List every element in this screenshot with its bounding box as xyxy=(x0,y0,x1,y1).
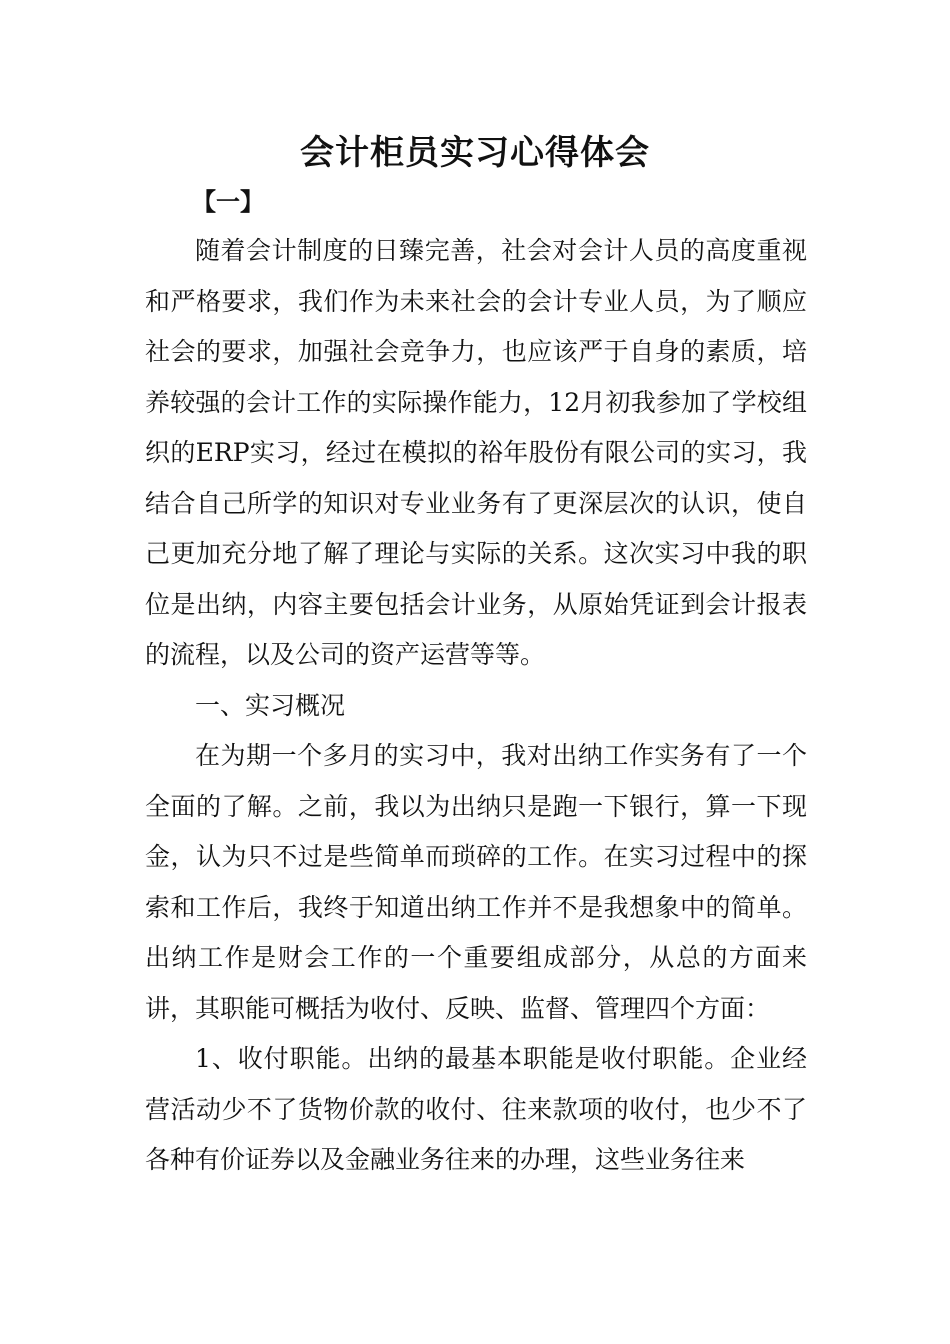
document-body xyxy=(145,226,807,1186)
paragraph-payment-function: 1、收付职能。出纳的最基本职能是收付职能。企业经营活动少不了货物价款的收付、往来款项的收付，也少不了各种有价证券以及金融业务往来的办理，这些业务往来 xyxy=(145,1044,807,1174)
heading-internship-overview: 一、实习概况 xyxy=(195,690,346,720)
section-marker: 【一】 xyxy=(192,188,264,216)
paragraph-overview: 在为期一个多月的实习中，我对出纳工作实务有了一个全面的了解。之前，我以为出纳只是跑一下银行，算一下现金，认为只不过是些简单而琐碎的工作。在实习过程中的探索和工作后，我终于知道出纳工作并不是我想象中的简单。出纳工作是财会工作的一个重要组成部分，从总的方面来讲，其职能可概括为收付、反映、监督、管理四个方面： xyxy=(145,741,807,1023)
paragraph-intro: 随着会计制度的日臻完善，社会对会计人员的高度重视和严格要求，我们作为未来社会的会计专业人员，为了顺应社会的要求，加强社会竞争力，也应该严于自身的素质，培养较强的会计工作的实际操作能力，12月初我参加了学校组织的ERP实习，经过在模拟的裕年股份有限公司的实习，我结合自己所学的知识对专业业务有了更深层次的认识，使自己更加充分地了解了理论与实际的关系。这次实习中我的职位是出纳，内容主要包括会计业务，从原始凭证到会计报表的流程，以及公司的资产运营等等。 xyxy=(145,236,807,669)
document-title: 会计柜员实习心得体会 xyxy=(300,133,650,173)
